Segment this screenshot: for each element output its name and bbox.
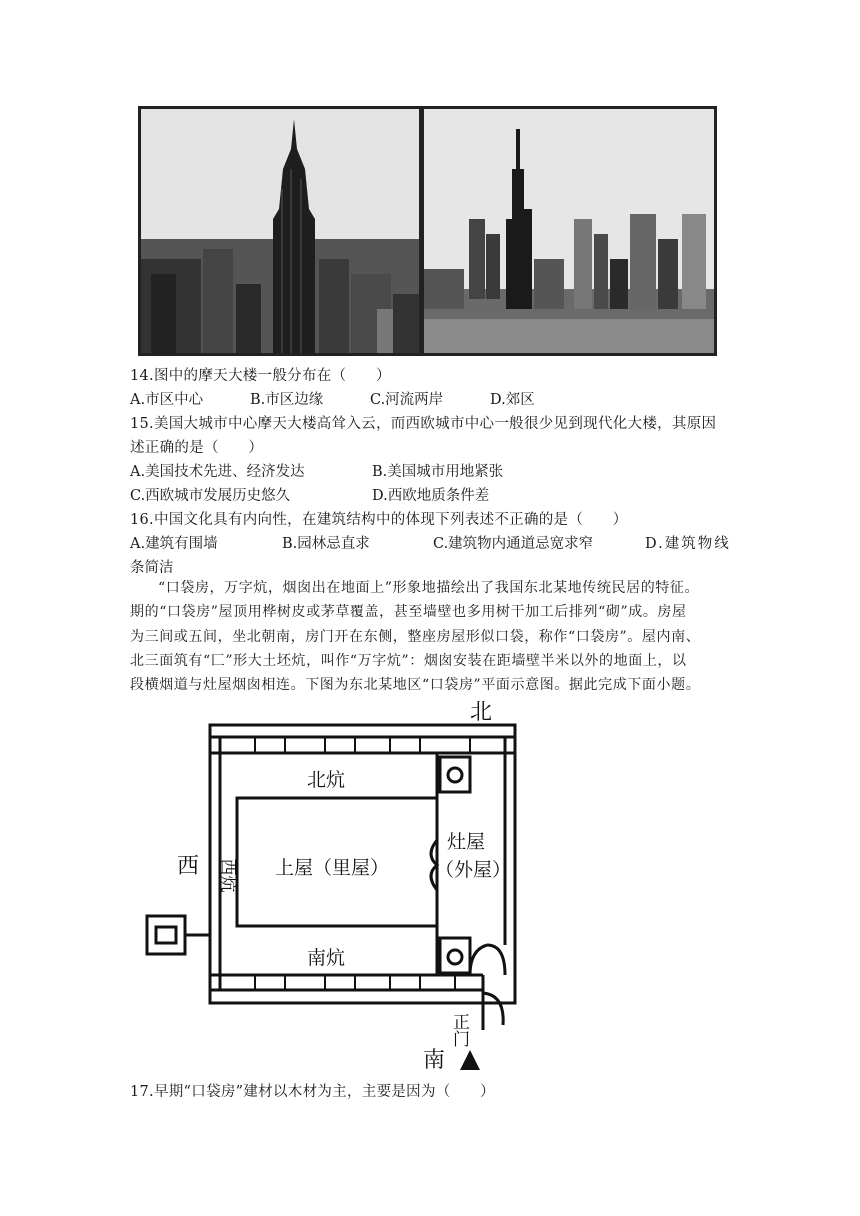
q14-option-b: B.市区边缘 [250,392,324,408]
floor-plan-drawing [125,695,545,1080]
photo-empire-state-skyline [138,106,422,356]
q15-option-d: D.西欧地质条件差 [372,488,490,504]
passage-line-4: 北三面筑有“匚”形大土坯炕，叫作“万字炕”：烟囱安装在距墙壁半米以外的地面上，以 [130,652,687,669]
photo-chicago-skyline [421,106,717,356]
q15-option-a: A.美国技术先进、经济发达 [130,464,305,480]
q15-option-b: B.美国城市用地紧张 [372,464,504,480]
q17-stem: 17.早期“口袋房”建材以木材为主，主要是因为（ ） [130,1084,495,1100]
label-north-kang: 北炕 [307,769,346,791]
label-west: 西 [177,854,200,879]
q14-option-c: C.河流两岸 [370,392,444,408]
label-north: 北 [470,700,493,725]
label-west-kang: 西炕 [217,858,238,893]
reading-passage [130,576,720,697]
q14-stem: 14.图中的摩天大楼一般分布在（ ） [130,368,391,384]
passage-line-1: “口袋房，万字炕，烟囱出在地面上”形象地描绘出了我国东北某地传统民居的特征。 [158,580,700,596]
passage-line-2: 期的“口袋房”屋顶用桦树皮或茅草覆盖，甚至墙壁也多用树干加工后排列“砌”成。房屋 [130,604,687,621]
q14-option-d: D.郊区 [490,392,535,408]
q16-option-a: A.建筑有围墙 [130,536,218,552]
label-south-kang: 南炕 [307,947,346,969]
pocket-house-floor-plan [125,695,545,1080]
q16-option-d-continuation: 条简洁 [130,560,174,576]
q16-option-b: B.园林忌直求 [282,536,370,552]
passage-line-3: 为三间或五间，坐北朝南，房门开在东侧，整座房屋形似口袋，称作“口袋房”。屋内南、 [130,628,701,645]
q16-option-d: D.建筑物线 [645,536,731,552]
q15-stem-line2: 述正确的是（ ） [130,440,264,456]
q16-option-c: C.建筑物内通道忌宽求窄 [433,536,594,552]
label-kitchen-line1: 灶屋 [447,831,486,853]
q15-stem-line1: 15.美国大城市中心摩天大楼高耸入云，而西欧城市中心一般很少见到现代化大楼，其原因 [130,416,717,432]
q15-option-c: C.西欧城市发展历史悠久 [130,488,291,504]
q14-option-a: A.市区中心 [130,392,204,408]
label-front-door: 正门 [449,1013,469,1047]
label-main-room: 上屋（里屋） [275,857,390,879]
label-south: 南 [423,1048,446,1073]
south-arrow-icon [460,1050,480,1070]
label-kitchen-line2: （外屋） [435,859,512,881]
q16-stem: 16.中国文化具有内向性，在建筑结构中的体现下列表述不正确的是（ ） [130,512,628,528]
passage-line-5: 段横烟道与灶屋烟囱相连。下图为东北某地区“口袋房”平面示意图。据此完成下面小题。 [130,677,701,694]
